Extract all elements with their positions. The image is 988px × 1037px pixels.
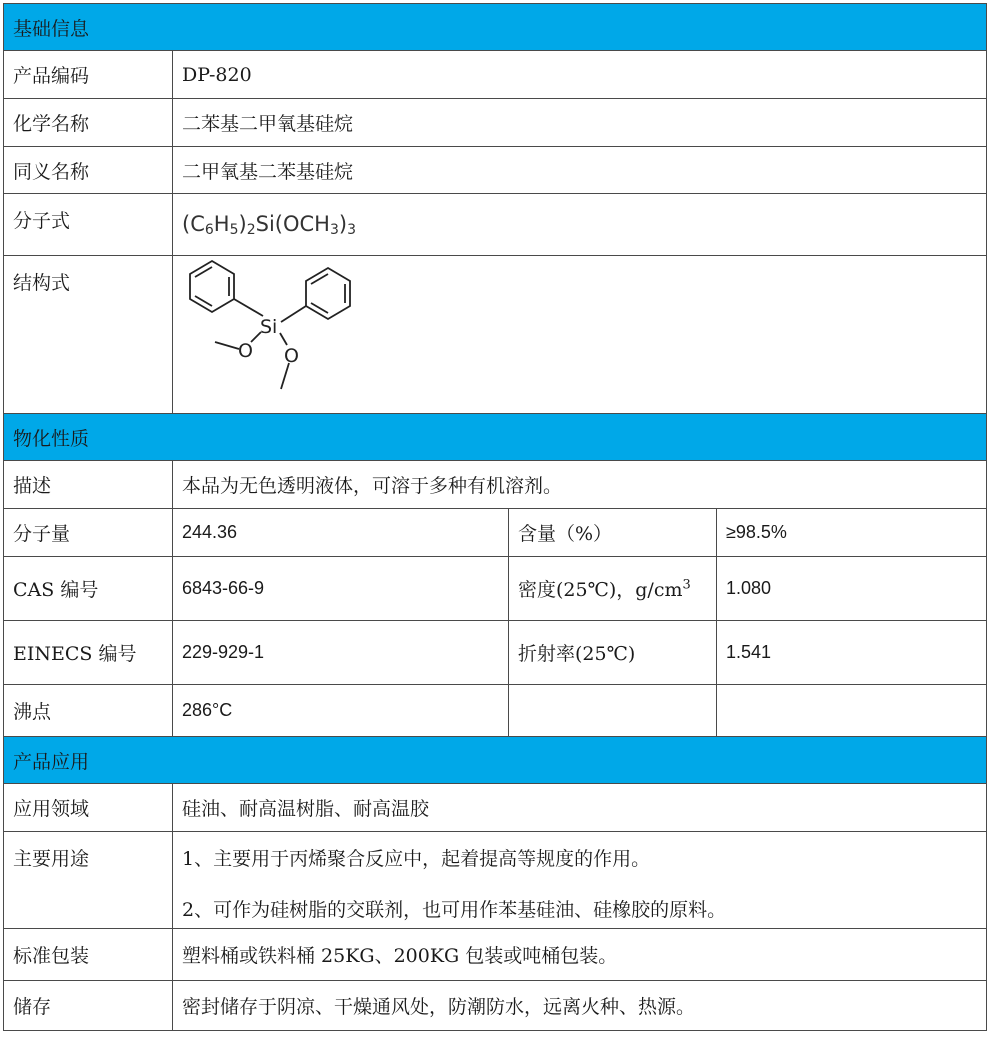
description-value: 本品为无色透明液体，可溶于多种有机溶剂。 — [173, 461, 987, 509]
field-value: 硅油、耐高温树脂、耐高温胶 — [173, 784, 987, 832]
row-chemical-name — [4, 99, 987, 147]
molecular-formula: $(C_6H_5)_2Si(OCH_3)_3$ — [182, 211, 357, 238]
section-basic-title: 基础信息 — [4, 4, 987, 51]
mw-value: 244.36 — [173, 509, 509, 557]
field-label: 应用领域 — [4, 784, 173, 832]
chemical-name-label: 化学名称 — [4, 99, 173, 147]
store-label: 储存 — [4, 981, 173, 1031]
density-label: 密度(25℃)，$g/cm^3$ — [509, 557, 717, 621]
row-application-field — [4, 784, 987, 832]
ri-label: 折射率(25℃) — [509, 621, 717, 685]
formula-label: 分子式 — [4, 194, 173, 256]
row-molecular-weight — [4, 509, 987, 557]
density-value: 1.080 — [717, 557, 987, 621]
store-value: 密封储存于阴凉、干燥通风处，防潮防水，远离火种、热源。 — [173, 981, 987, 1031]
content-value: ≥98.5% — [717, 509, 987, 557]
synonym-label: 同义名称 — [4, 147, 173, 194]
structure-diagram — [179, 256, 379, 408]
row-formula — [4, 194, 987, 256]
use-line-2: 2、可作为硅树脂的交联剂，也可用作苯基硅油、硅橡胶的原料。 — [182, 899, 727, 921]
formula-value — [173, 194, 987, 256]
use-value — [173, 832, 987, 929]
einecs-label: EINECS 编号 — [4, 621, 173, 685]
content-label: 含量（%） — [509, 509, 717, 557]
product-code-value: DP-820 — [173, 51, 987, 99]
chemical-name-value: 二苯基二甲氧基硅烷 — [173, 99, 987, 147]
row-storage — [4, 981, 987, 1031]
section-physchem-title: 物化性质 — [4, 414, 987, 461]
pack-value: 塑料桶或铁料桶 25KG、200KG 包装或吨桶包装。 — [173, 929, 987, 981]
cas-label: CAS 编号 — [4, 557, 173, 621]
row-description — [4, 461, 987, 509]
row-synonym — [4, 147, 987, 194]
atom-o-left: O — [238, 340, 253, 362]
product-spec-table — [3, 3, 987, 1031]
row-structure — [4, 256, 987, 414]
section-application-title: 产品应用 — [4, 737, 987, 784]
pack-label: 标准包装 — [4, 929, 173, 981]
row-packaging — [4, 929, 987, 981]
product-code-label: 产品编码 — [4, 51, 173, 99]
atom-o-right: O — [284, 345, 299, 367]
structure-cell — [173, 256, 987, 414]
mw-label: 分子量 — [4, 509, 173, 557]
use-label: 主要用途 — [4, 832, 173, 929]
structure-label: 结构式 — [4, 256, 173, 414]
einecs-value: 229-929-1 — [173, 621, 509, 685]
bp-value: 286°C — [173, 685, 509, 737]
use-line-1: 1、主要用于丙烯聚合反应中，起着提高等规度的作用。 — [182, 848, 651, 870]
empty-cell-1 — [509, 685, 717, 737]
atom-si: Si — [260, 316, 278, 338]
row-boiling-point — [4, 685, 987, 737]
section-physchem — [4, 414, 987, 461]
row-main-use — [4, 832, 987, 929]
empty-cell-2 — [717, 685, 987, 737]
synonym-value: 二甲氧基二苯基硅烷 — [173, 147, 987, 194]
ri-value: 1.541 — [717, 621, 987, 685]
section-basic-info — [4, 4, 987, 51]
section-application — [4, 737, 987, 784]
row-cas — [4, 557, 987, 621]
row-einecs — [4, 621, 987, 685]
cas-value: 6843-66-9 — [173, 557, 509, 621]
description-label: 描述 — [4, 461, 173, 509]
bp-label: 沸点 — [4, 685, 173, 737]
row-product-code — [4, 51, 987, 99]
